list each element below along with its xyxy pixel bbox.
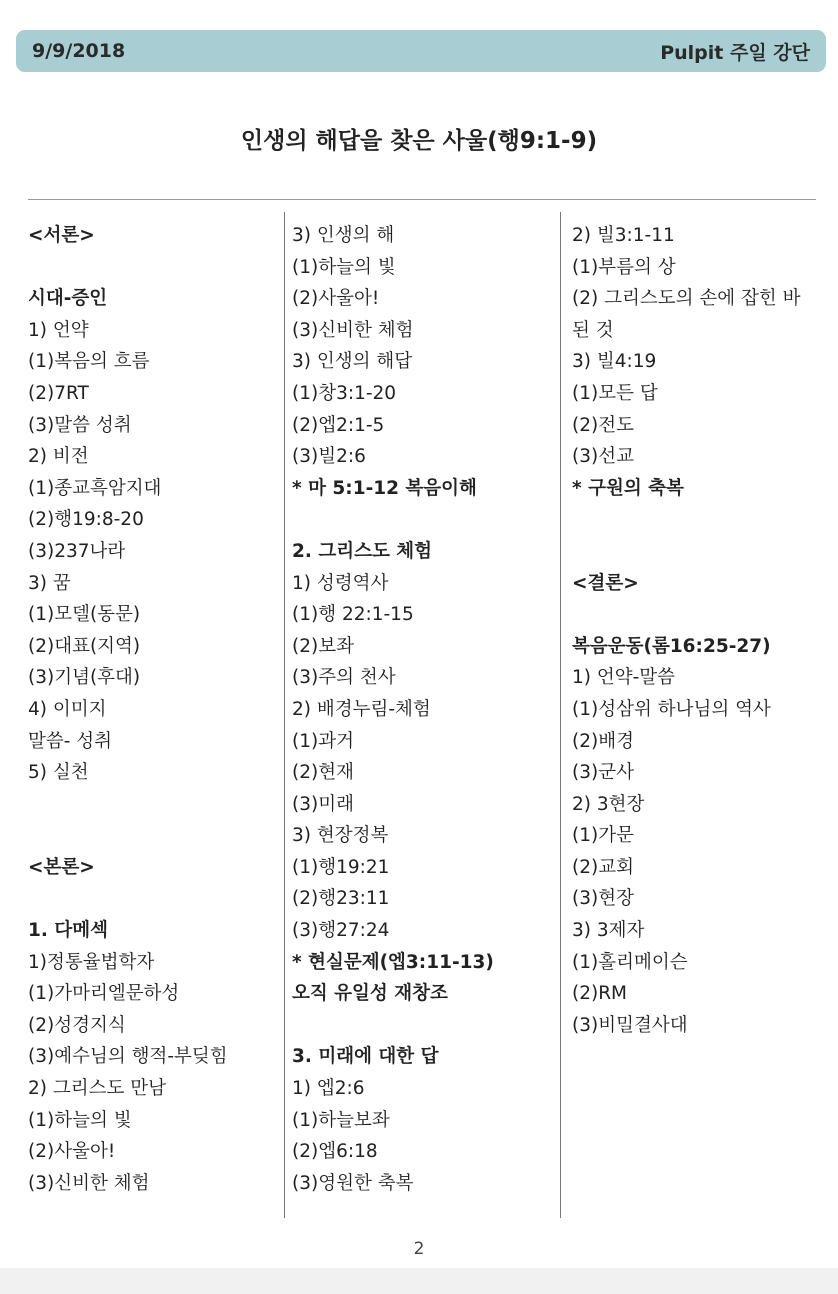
- outline-line: 2) 배경누림-체험: [292, 698, 431, 720]
- outline-line: 1) 언약: [28, 319, 89, 341]
- outline-line: 3) 현장정복: [292, 825, 389, 847]
- outline-line: (3)선교: [572, 446, 634, 468]
- outline-line: (2)전도: [572, 414, 634, 436]
- outline-line: 2. 그리스도 체험: [292, 540, 433, 562]
- outline-line: (3)기념(후대): [28, 667, 141, 689]
- outline-line: (3)237나라: [28, 540, 126, 562]
- outline-line: 말씀- 성취: [28, 730, 113, 752]
- outline-column-1: [28, 220, 278, 1199]
- outline-line: (1)종교흑암지대: [28, 477, 162, 499]
- outline-line: 1. 다메섹: [28, 920, 108, 942]
- outline-line: 시대-증인: [28, 288, 108, 310]
- outline-line: (3)행27:24: [292, 920, 390, 942]
- outline-spacer: [572, 536, 822, 568]
- outline-line: (3)신비한 체험: [28, 1172, 150, 1194]
- outline-line: (1)성삼위 하나님의 역사: [572, 698, 771, 720]
- outline-line: (2)엡2:1-5: [292, 414, 385, 436]
- outline-column-2: [292, 220, 554, 1199]
- outline-line: 1)정통율법학자: [28, 951, 155, 973]
- outline-line: (2)성경지식: [28, 1014, 126, 1036]
- outline-line: (3)영원한 축복: [292, 1172, 414, 1194]
- outline-line: (2)7RT: [28, 382, 89, 404]
- page-number: 2: [413, 1239, 425, 1259]
- outline-line: * 구원의 축복: [572, 477, 684, 499]
- outline-line: (3)미래: [292, 793, 354, 815]
- outline-line: <서론>: [28, 225, 95, 246]
- outline-spacer: [28, 252, 278, 284]
- outline-line: (3)말씀 성취: [28, 414, 132, 436]
- outline-line: 2) 비전: [28, 446, 89, 468]
- outline-line: 3. 미래에 대한 답: [292, 1046, 439, 1068]
- outline-line: (2)대표(지역): [28, 635, 141, 657]
- outline-line: 3) 빌4:19: [572, 351, 657, 373]
- outline-line: 3) 인생의 해답: [292, 351, 413, 373]
- outline-line: 1) 언약-말씀: [572, 667, 676, 689]
- outline-line: (1)모델(동문): [28, 604, 141, 626]
- outline-line: (1)하늘의 빛: [292, 256, 396, 278]
- outline-line: (2)보좌: [292, 635, 354, 657]
- outline-spacer: [292, 504, 554, 536]
- outline-line: 된 것: [572, 319, 614, 341]
- outline-spacer: [292, 1010, 554, 1042]
- outline-line: <결론>: [572, 572, 639, 594]
- outline-spacer: [572, 599, 822, 631]
- column-divider-right: [560, 212, 561, 1218]
- outline-line: 1) 엡2:6: [292, 1078, 365, 1100]
- bottom-band: [0, 1268, 838, 1294]
- outline-line: (1)가마리엘문하성: [28, 983, 180, 1005]
- outline-line: (3)현장: [572, 888, 634, 910]
- outline-line: (1)과거: [292, 730, 354, 752]
- outline-line: 2) 3현장: [572, 793, 645, 815]
- outline-line: (1)행 22:1-15: [292, 604, 414, 626]
- outline-line: (1)가문: [572, 825, 634, 847]
- column-divider-left: [284, 212, 285, 1218]
- outline-spacer: [28, 883, 278, 915]
- outline-line: 오직 유일성 재창조: [292, 983, 448, 1005]
- outline-line: * 현실문제(엡3:11-13): [292, 951, 494, 973]
- outline-line: (1)복음의 흐름: [28, 351, 150, 373]
- outline-spacer: [28, 789, 278, 821]
- header-section: Pulpit 주일 강단: [660, 41, 810, 64]
- outline-line: (2)행19:8-20: [28, 509, 144, 531]
- outline-line: 3) 인생의 해: [292, 225, 395, 246]
- page-title: 인생의 해답을 찾은 사울(행9:1-9): [240, 128, 598, 154]
- outline-line: 2) 빌3:1-11: [572, 225, 675, 246]
- outline-line: (1)창3:1-20: [292, 382, 397, 404]
- outline-line: 복음운동(롬16:25-27): [572, 635, 771, 657]
- outline-spacer: [28, 820, 278, 852]
- outline-line: 1) 성령역사: [292, 572, 389, 594]
- outline-column-3: [572, 220, 822, 1041]
- outline-line: * 마 5:1-12 복음이해: [292, 477, 477, 499]
- header-bar: [16, 30, 826, 72]
- outline-line: 4) 이미지: [28, 698, 107, 720]
- outline-line: (2)배경: [572, 730, 634, 752]
- outline-line: (2)행23:11: [292, 888, 390, 910]
- outline-line: (3)빌2:6: [292, 446, 366, 468]
- outline-line: 5) 실천: [28, 762, 89, 784]
- outline-line: (1)부름의 상: [572, 256, 676, 278]
- outline-line: 3) 꿈: [28, 572, 71, 594]
- outline-line: (3)비밀결사대: [572, 1014, 688, 1036]
- title-divider: [28, 199, 816, 200]
- outline-spacer: [572, 504, 822, 536]
- outline-line: (1)행19:21: [292, 856, 390, 878]
- outline-line: (2)현재: [292, 762, 354, 784]
- outline-line: (1)모든 답: [572, 382, 658, 404]
- outline-line: (2)사울아!: [292, 288, 380, 310]
- outline-line: (3)주의 천사: [292, 667, 396, 689]
- outline-line: (2) 그리스도의 손에 잡힌 바: [572, 288, 801, 310]
- outline-line: (3)예수님의 행적-부딪힘: [28, 1046, 228, 1068]
- outline-line: (1)하늘의 빛: [28, 1109, 132, 1131]
- outline-line: (2)RM: [572, 983, 628, 1005]
- outline-line: (2)교회: [572, 856, 634, 878]
- outline-line: (2)사울아!: [28, 1141, 116, 1163]
- outline-line: (1)홀리메이슨: [572, 951, 688, 973]
- outline-line: (3)신비한 체험: [292, 319, 414, 341]
- outline-line: (1)하늘보좌: [292, 1109, 390, 1131]
- outline-line: <본론>: [28, 856, 95, 878]
- outline-line: (2)엡6:18: [292, 1141, 378, 1163]
- header-date: 9/9/2018: [32, 40, 126, 62]
- outline-line: (3)군사: [572, 762, 634, 784]
- outline-line: 3) 3제자: [572, 920, 645, 942]
- outline-line: 2) 그리스도 만남: [28, 1078, 166, 1100]
